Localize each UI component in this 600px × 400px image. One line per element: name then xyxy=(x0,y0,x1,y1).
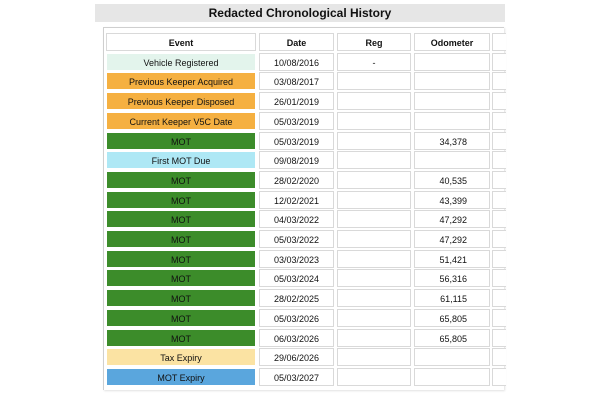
cell-event: Current Keeper V5C Date xyxy=(106,112,256,130)
cell-odometer xyxy=(414,53,490,71)
cell-event: Vehicle Registered xyxy=(106,53,256,71)
cell-reg xyxy=(337,92,411,110)
cell-date: 28/02/2020 xyxy=(259,171,334,189)
cell-odometer: 34,378 xyxy=(414,132,490,150)
cell-date: 06/03/2026 xyxy=(259,329,334,347)
cell-reg xyxy=(337,269,411,287)
cell-event: MOT xyxy=(106,289,256,307)
cell-odometer: 56,316 xyxy=(414,269,490,287)
table-edge-cell xyxy=(492,230,506,248)
cell-odometer: 51,421 xyxy=(414,250,490,268)
cell-date: 05/03/2026 xyxy=(259,309,334,327)
cell-date: 12/02/2021 xyxy=(259,191,334,209)
cell-event: MOT xyxy=(106,210,256,228)
cell-reg xyxy=(337,309,411,327)
cell-event: Tax Expiry xyxy=(106,348,256,366)
cell-event: MOT xyxy=(106,329,256,347)
cell-odometer xyxy=(414,92,490,110)
cell-event: MOT xyxy=(106,191,256,209)
cell-event: MOT Expiry xyxy=(106,368,256,386)
cell-event: MOT xyxy=(106,132,256,150)
table-edge-cell xyxy=(492,269,506,287)
cell-odometer: 65,805 xyxy=(414,309,490,327)
cell-reg xyxy=(337,210,411,228)
table-edge-cell xyxy=(492,289,506,307)
cell-odometer: 43,399 xyxy=(414,191,490,209)
cell-odometer: 61,115 xyxy=(414,289,490,307)
cell-event: First MOT Due xyxy=(106,151,256,169)
table-edge-cell xyxy=(492,348,506,366)
table-edge-cell xyxy=(492,368,506,386)
cell-event: MOT xyxy=(106,309,256,327)
table-edge-cell xyxy=(492,329,506,347)
cell-odometer: 65,805 xyxy=(414,329,490,347)
cell-reg xyxy=(337,112,411,130)
cell-odometer: 47,292 xyxy=(414,230,490,248)
cell-event: Previous Keeper Acquired xyxy=(106,72,256,90)
table-edge-cell xyxy=(492,92,506,110)
cell-date: 03/08/2017 xyxy=(259,72,334,90)
cell-date: 05/03/2022 xyxy=(259,230,334,248)
table-edge-cell xyxy=(492,250,506,268)
column-header-date: Date xyxy=(259,33,334,51)
cell-date: 04/03/2022 xyxy=(259,210,334,228)
cell-event: MOT xyxy=(106,269,256,287)
cell-reg xyxy=(337,191,411,209)
cell-odometer xyxy=(414,112,490,130)
table-edge-cell xyxy=(492,171,506,189)
cell-date: 03/03/2023 xyxy=(259,250,334,268)
column-header-reg: Reg xyxy=(337,33,411,51)
cell-date: 05/03/2019 xyxy=(259,112,334,130)
cell-reg xyxy=(337,329,411,347)
cell-date: 29/06/2026 xyxy=(259,348,334,366)
table-edge-cell xyxy=(492,191,506,209)
cell-odometer xyxy=(414,348,490,366)
cell-reg xyxy=(337,151,411,169)
cell-odometer xyxy=(414,72,490,90)
history-table xyxy=(103,27,504,390)
table-edge-cell xyxy=(492,132,506,150)
cell-reg xyxy=(337,171,411,189)
table-edge-cell xyxy=(492,112,506,130)
cell-odometer xyxy=(414,151,490,169)
table-edge-cell xyxy=(492,309,506,327)
table-edge-cell xyxy=(492,53,506,71)
cell-event: MOT xyxy=(106,230,256,248)
table-edge-cell xyxy=(492,72,506,90)
table-edge-cell xyxy=(492,210,506,228)
cell-reg: - xyxy=(337,53,411,71)
cell-date: 28/02/2025 xyxy=(259,289,334,307)
cell-date: 05/03/2019 xyxy=(259,132,334,150)
cell-date: 10/08/2016 xyxy=(259,53,334,71)
cell-reg xyxy=(337,368,411,386)
cell-odometer xyxy=(414,368,490,386)
cell-reg xyxy=(337,72,411,90)
page-title: Redacted Chronological History xyxy=(208,6,392,20)
table-edge-cell xyxy=(492,33,506,51)
cell-reg xyxy=(337,289,411,307)
title-bar xyxy=(95,4,505,22)
cell-event: MOT xyxy=(106,250,256,268)
cell-reg xyxy=(337,348,411,366)
column-header-event: Event xyxy=(106,33,256,51)
cell-date: 05/03/2024 xyxy=(259,269,334,287)
column-header-odometer: Odometer xyxy=(414,33,490,51)
cell-event: MOT xyxy=(106,171,256,189)
cell-reg xyxy=(337,230,411,248)
cell-odometer: 40,535 xyxy=(414,171,490,189)
cell-date: 09/08/2019 xyxy=(259,151,334,169)
table-edge-cell xyxy=(492,151,506,169)
cell-reg xyxy=(337,250,411,268)
cell-date: 26/01/2019 xyxy=(259,92,334,110)
cell-event: Previous Keeper Disposed xyxy=(106,92,256,110)
cell-reg xyxy=(337,132,411,150)
cell-date: 05/03/2027 xyxy=(259,368,334,386)
cell-odometer: 47,292 xyxy=(414,210,490,228)
